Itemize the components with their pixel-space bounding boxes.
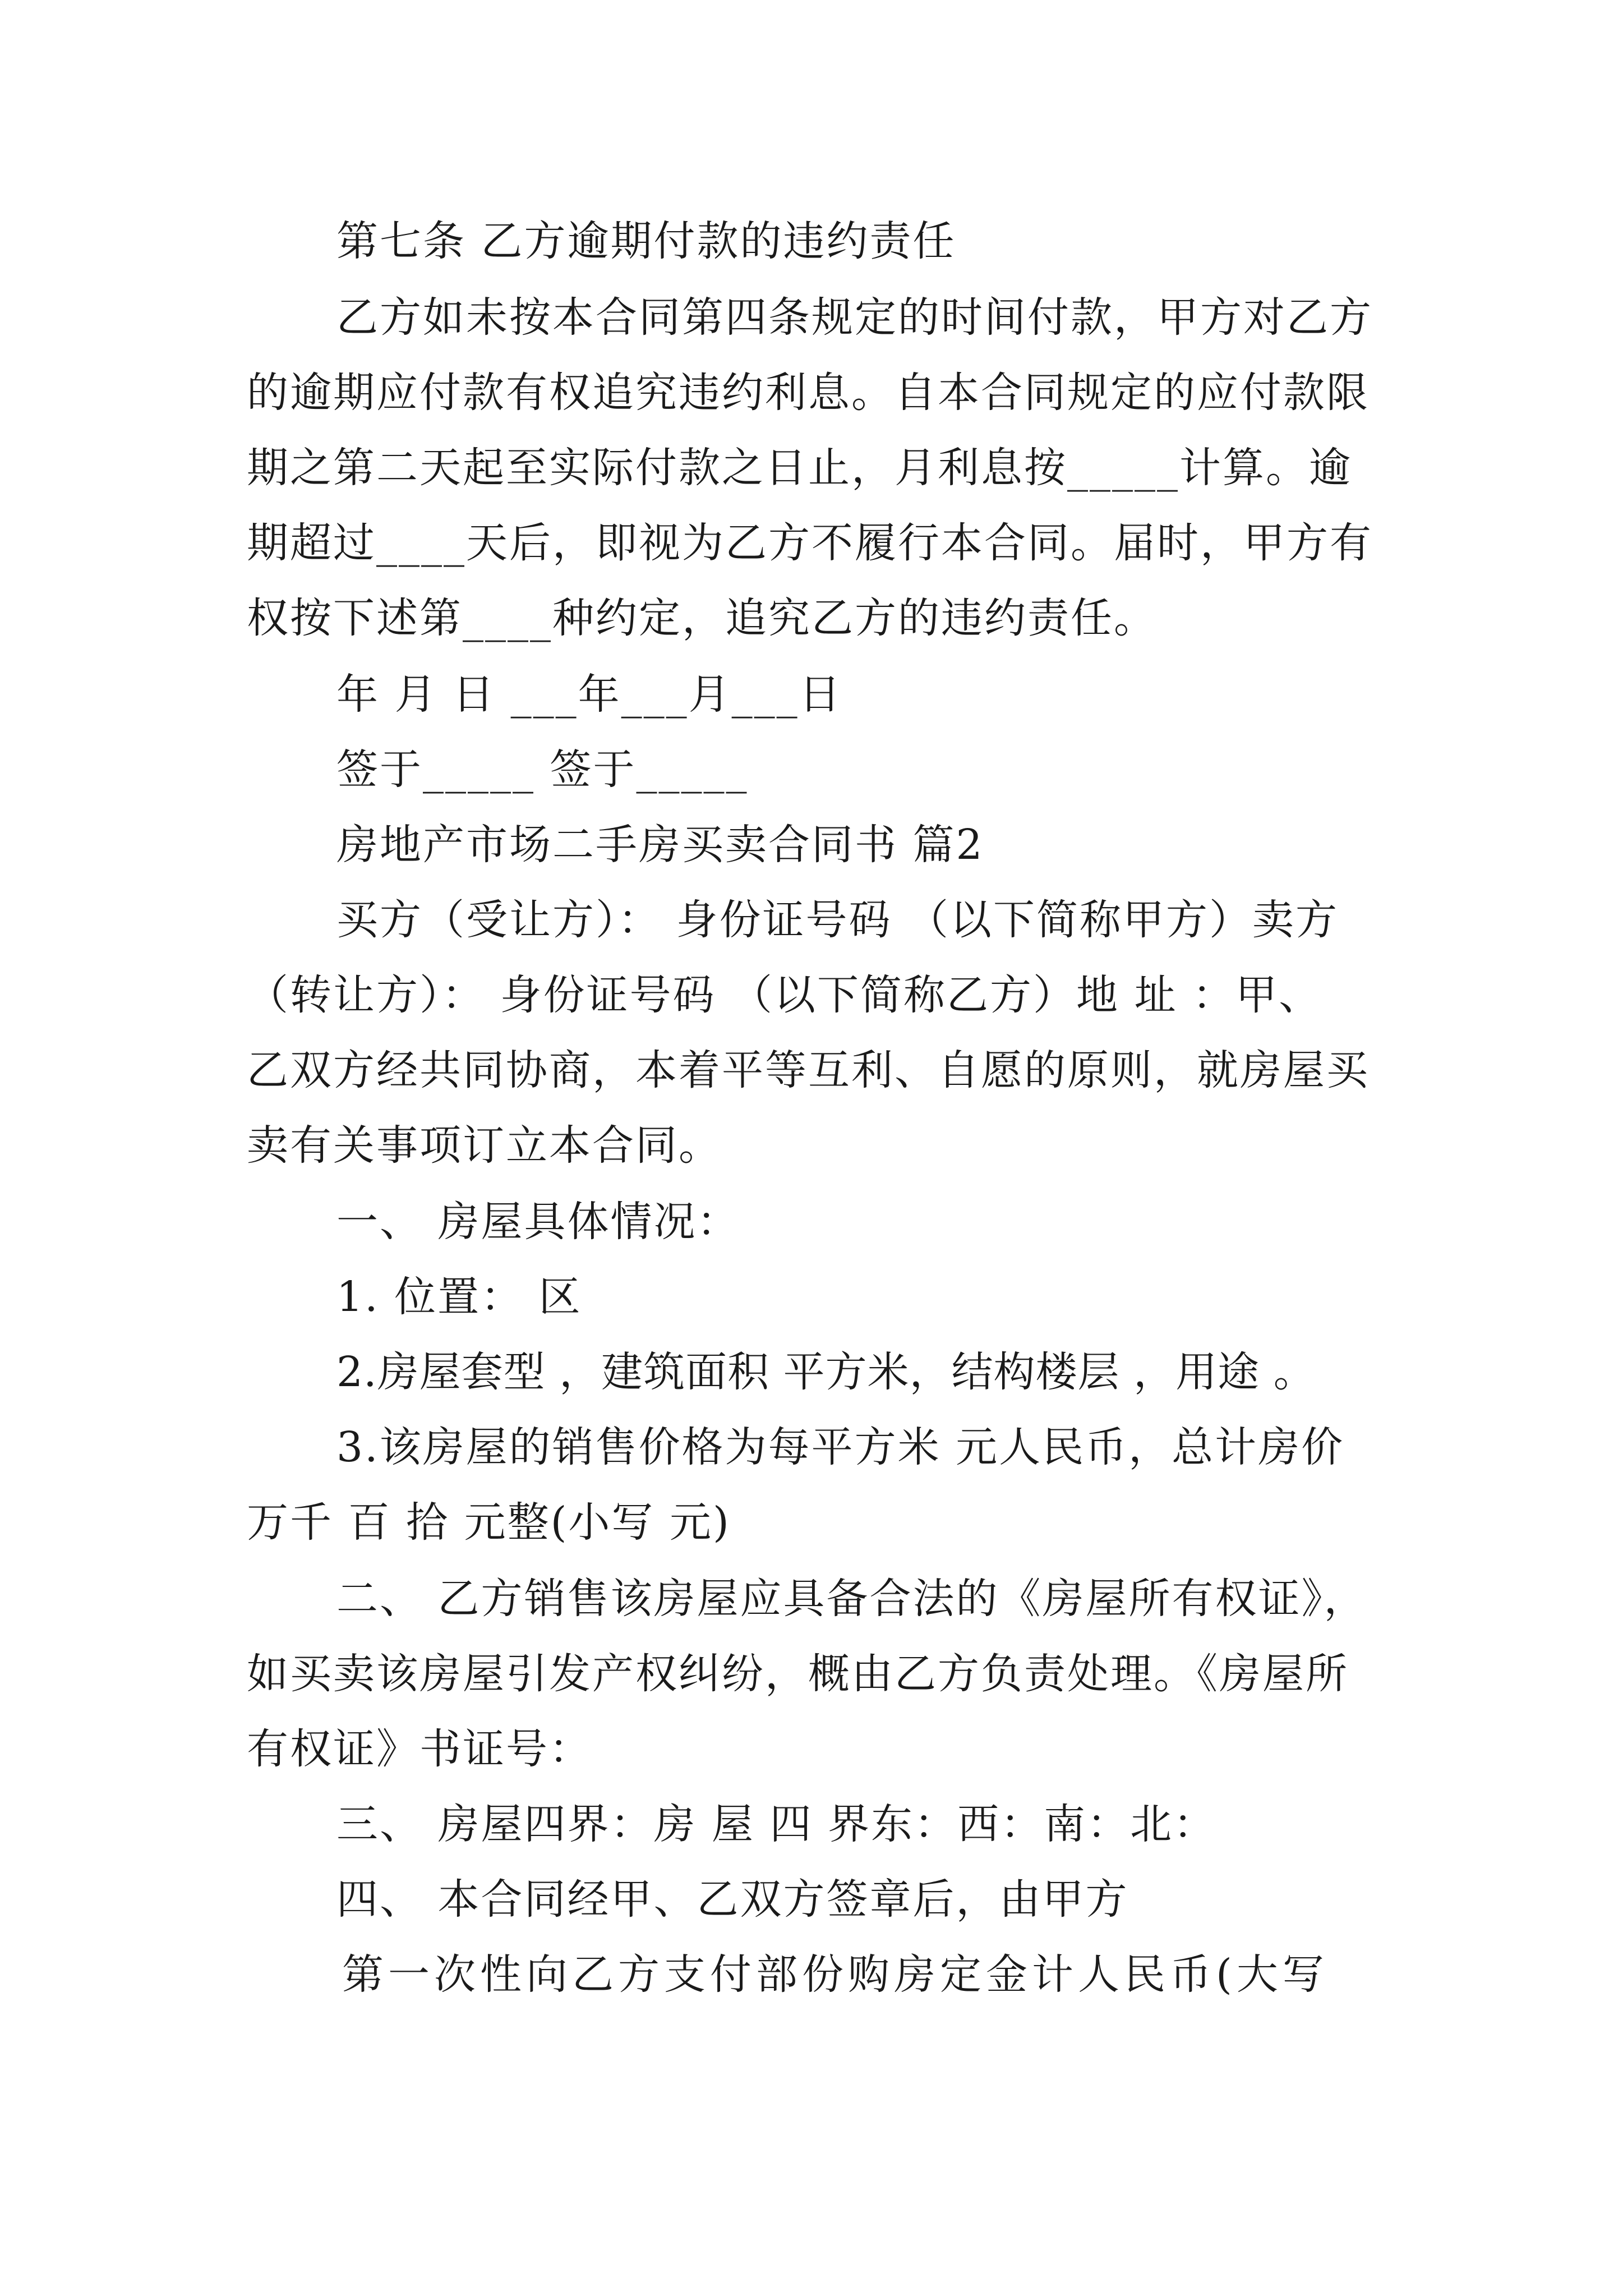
section-1-item-2: 2.房屋套型 ，建筑面积 平方米，结构楼层 ，用途 。 (336, 1348, 1316, 1396)
section-4-line-2: 第一次性向乙方支付部份购房定金计人民币(大写 (342, 1950, 1329, 1999)
section-3-line: 三、 房屋四界：房 屋 四 界东：西：南：北： (336, 1800, 1217, 1848)
section-1-item-3-cont: 万千 百 拾 元整(小写 元) (247, 1498, 731, 1547)
section-2-line-1: 二、 乙方销售该房屋应具备合法的《房屋所有权证》， (336, 1575, 1367, 1623)
parties-line-4: 卖有关事项订立本合同。 (247, 1121, 722, 1170)
section-1-heading: 一、 房屋具体情况： (336, 1198, 740, 1246)
article-7-heading: 第七条 乙方逾期付款的违约责任 (336, 217, 956, 265)
article-7-text-line-1: 乙方如未按本合同第四条规定的时间付款，甲方对乙方 (336, 293, 1373, 342)
article-7-text-line-4: 期超过____天后，即视为乙方不履行本合同。届时，甲方有 (247, 519, 1373, 567)
section-1-item-1: 1. 位置： 区 (336, 1273, 582, 1321)
parties-line-1: 买方（受让方）： 身份证号码 （以下简称甲方）卖方 (336, 896, 1339, 944)
date-line: 年 月 日 ___年___月___日 (336, 670, 842, 719)
signed-at-line: 签于_____ 签于_____ (336, 746, 749, 794)
parties-line-3: 乙双方经共同协商，本着平等互利、自愿的原则，就房屋买 (247, 1046, 1370, 1094)
section-2-line-3: 有权证》书证号： (247, 1725, 592, 1773)
article-7-text-line-3: 期之第二天起至实际付款之日止，月利息按_____计算。逾 (247, 444, 1352, 492)
parties-line-2: （转让方）： 身份证号码 （以下简称乙方）地 址 ：甲、 (247, 971, 1322, 1019)
article-7-text-line-5: 权按下述第____种约定，追究乙方的违约责任。 (247, 594, 1157, 642)
article-7-text-line-2: 的逾期应付款有权追究违约利息。自本合同规定的应付款限 (247, 369, 1370, 417)
contract-2-title: 房地产市场二手房买卖合同书 篇2 (336, 821, 984, 869)
section-2-line-2: 如买卖该房屋引发产权纠纷，概由乙方负责处理。《房屋所 (247, 1650, 1349, 1698)
section-4-line-1: 四、 本合同经甲、乙双方签章后，由甲方 (336, 1875, 1129, 1924)
section-1-item-3: 3.该房屋的销售价格为每平方米 元人民币，总计房价 (336, 1423, 1345, 1471)
